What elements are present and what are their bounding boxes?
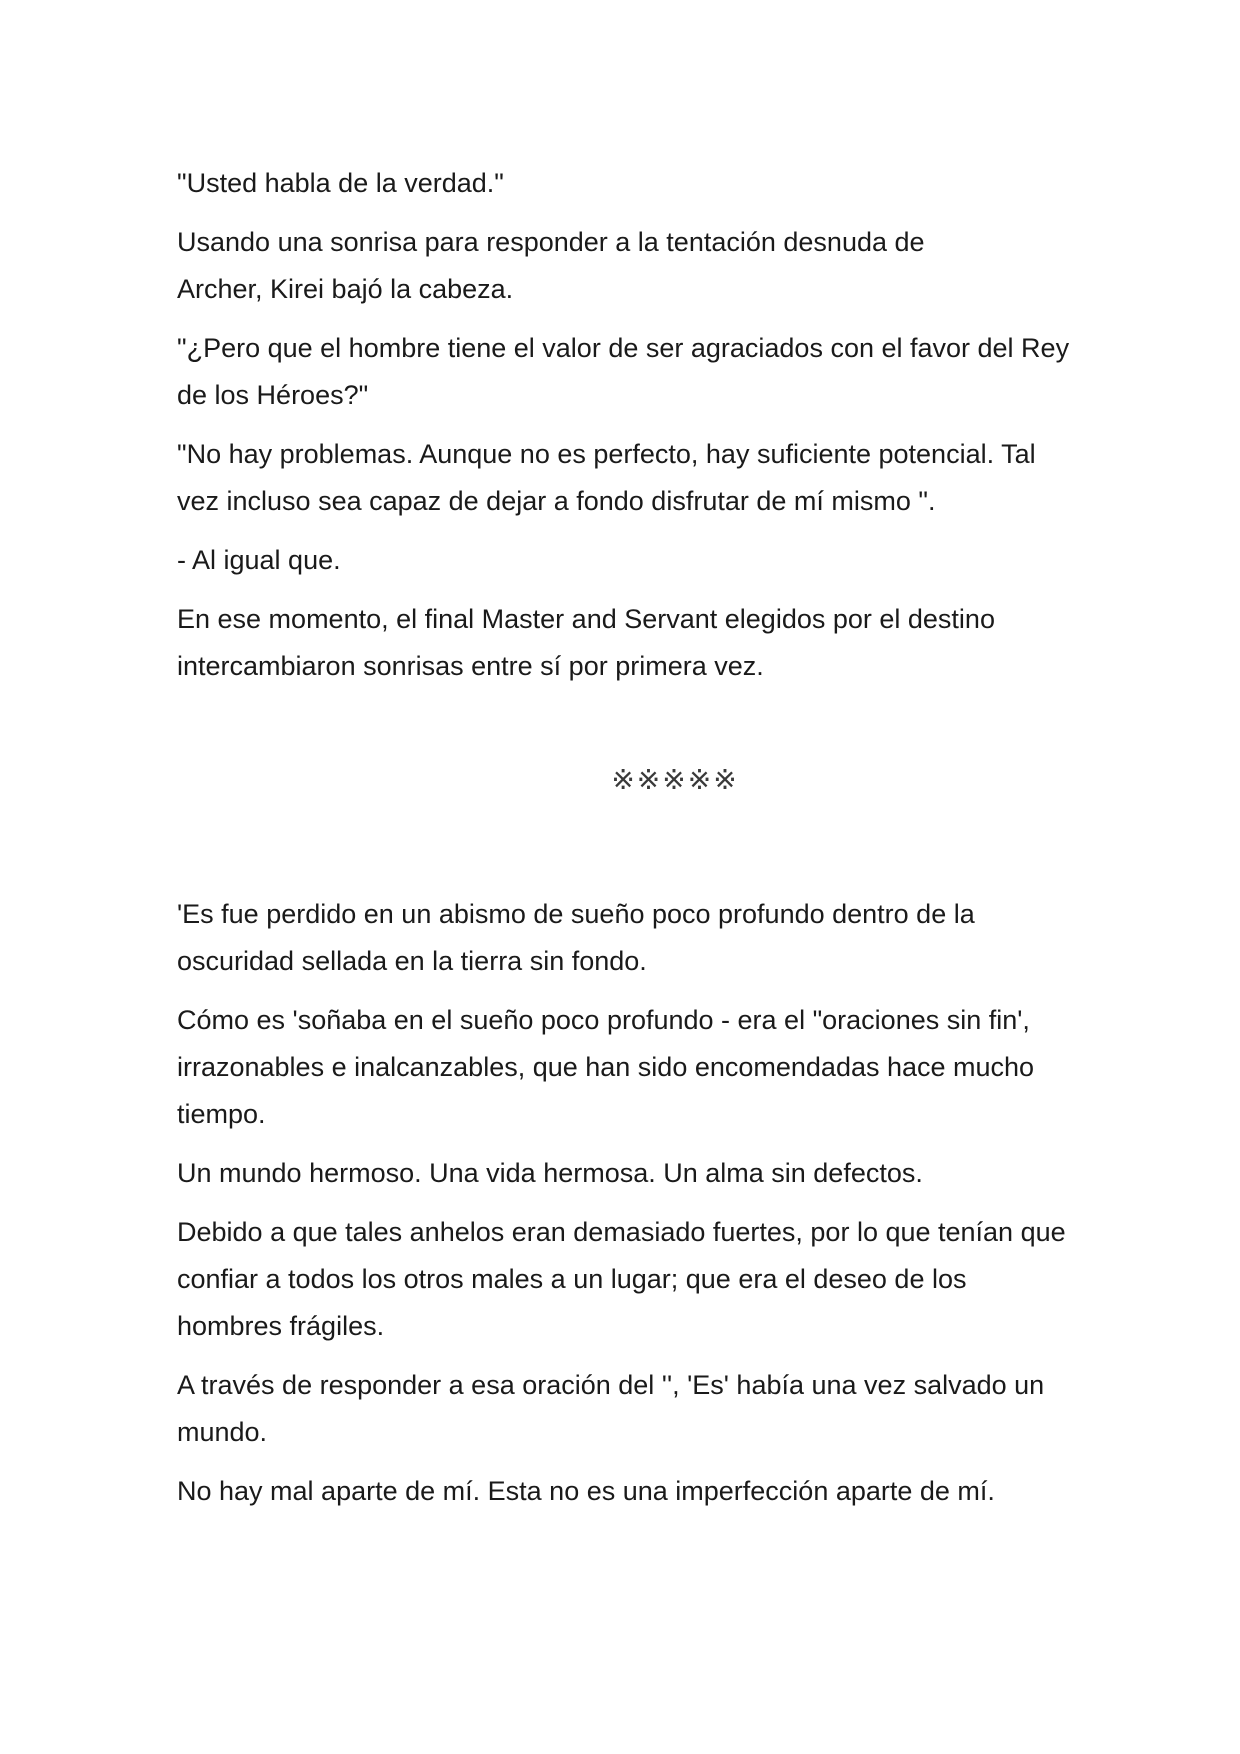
paragraph: "¿Pero que el hombre tiene el valor de ser agraciados con el favor del Rey de los Héroes?" bbox=[177, 333, 1070, 410]
text-column bbox=[177, 160, 1077, 1527]
scene-separator: ※※※※※ bbox=[611, 763, 739, 796]
paragraph: Debido a que tales anhelos eran demasiado fuertes, por lo que tenían que confiar a todos los otros males a un lugar; que era el deseo de los hombres frágiles. bbox=[177, 1217, 1066, 1341]
paragraph: A través de responder a esa oración del '', 'Es' había una vez salvado un mundo. bbox=[177, 1370, 1045, 1447]
paragraph: Un mundo hermoso. Una vida hermosa. Un alma sin defectos. bbox=[177, 1158, 923, 1188]
paragraph: No hay mal aparte de mí. Esta no es una imperfección aparte de mí. bbox=[177, 1476, 995, 1506]
paragraph: Cómo es 'soñaba en el sueño poco profundo - era el "oraciones sin fin', irrazonables e inalcanzables, que han sido encomendadas hace mucho tiempo. bbox=[177, 1005, 1035, 1129]
paragraph: En ese momento, el final Master and Servant elegidos por el destino intercambiaron sonrisas entre sí por primera vez. bbox=[177, 604, 995, 681]
paragraph: Usando una sonrisa para responder a la tentación desnuda de Archer, Kirei bajó la cabeza. bbox=[177, 227, 925, 304]
paragraph: "Usted habla de la verdad." bbox=[177, 168, 504, 198]
paragraph: 'Es fue perdido en un abismo de sueño poco profundo dentro de la oscuridad sellada en la tierra sin fondo. bbox=[177, 899, 975, 976]
paragraph: - Al igual que. bbox=[177, 545, 341, 575]
paragraph: "No hay problemas. Aunque no es perfecto, hay suficiente potencial. Tal vez incluso sea capaz de dejar a fondo disfrutar de mí mismo ". bbox=[177, 439, 1036, 516]
